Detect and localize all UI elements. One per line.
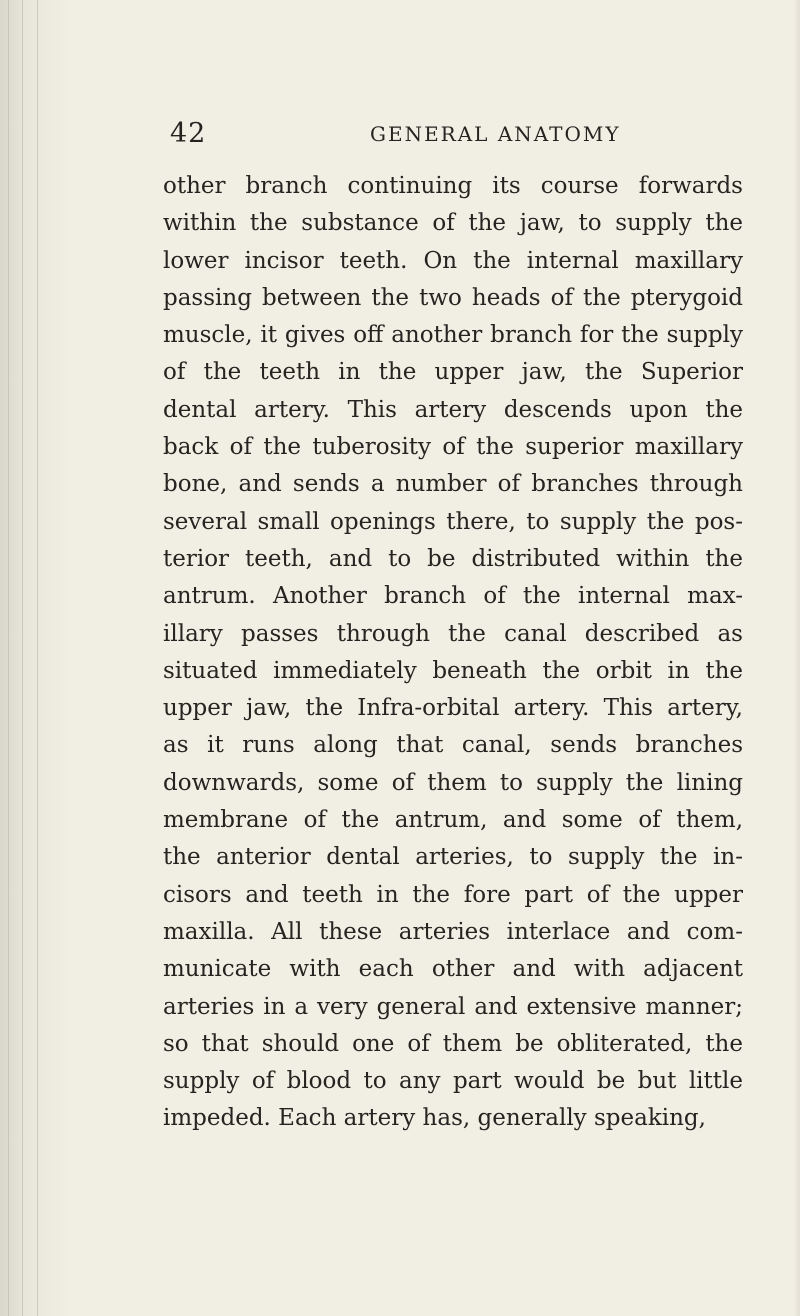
text-line: dental artery. This artery descends upon the: [163, 396, 743, 423]
text-line: antrum. Another branch of the internal max-: [163, 583, 743, 610]
text-line: muscle, it gives off another branch for the supply: [163, 322, 743, 349]
text-line: maxilla. All these arteries interlace and com-: [163, 918, 743, 945]
text-line: several small openings there, to supply the pos-: [163, 508, 743, 535]
text-line: other branch continuing its course forwards: [163, 173, 743, 199]
text-line: as it runs along that canal, sends branches: [163, 732, 743, 759]
text-line: back of the tuberosity of the superior maxillary: [163, 434, 743, 461]
text-line: cisors and teeth in the fore part of the upper: [163, 881, 743, 908]
page-header: [0, 118, 800, 158]
text-line: so that should one of them be obliterated, the: [163, 1030, 743, 1057]
text-line: supply of blood to any part would be but little: [163, 1068, 743, 1095]
page-right-edge: [794, 0, 800, 1316]
text-line: terior teeth, and to be distributed within the: [163, 545, 743, 572]
gutter-line: [37, 0, 38, 1316]
gutter-line: [22, 0, 23, 1316]
text-line: situated immediately beneath the orbit in the: [163, 657, 743, 684]
text-line: passing between the two heads of the pterygoid: [163, 284, 743, 311]
gutter-line: [8, 0, 9, 1316]
page-gutter-shadow: [0, 0, 70, 1316]
body-paragraph: [163, 168, 743, 1138]
running-head: GENERAL ANATOMY: [370, 122, 621, 146]
text-line: membrane of the antrum, and some of them,: [163, 807, 743, 834]
text-line: within the substance of the jaw, to supply the: [163, 210, 743, 237]
text-line: municate with each other and with adjacent: [163, 956, 743, 983]
text-line: of the teeth in the upper jaw, the Superior: [163, 359, 743, 386]
text-line: lower incisor teeth. On the internal maxillary: [163, 247, 743, 274]
text-line: the anterior dental arteries, to supply the in-: [163, 844, 743, 871]
text-line: illary passes through the canal described as: [163, 620, 743, 647]
text-line: upper jaw, the Infra-orbital artery. This artery,: [163, 695, 743, 722]
text-line: impeded. Each artery has, generally speaking,: [163, 1105, 706, 1132]
text-line: bone, and sends a number of branches through: [163, 471, 743, 498]
text-line: arteries in a very general and extensive manner;: [163, 993, 743, 1020]
page-number: 42: [170, 118, 207, 149]
text-line: downwards, some of them to supply the lining: [163, 769, 743, 796]
